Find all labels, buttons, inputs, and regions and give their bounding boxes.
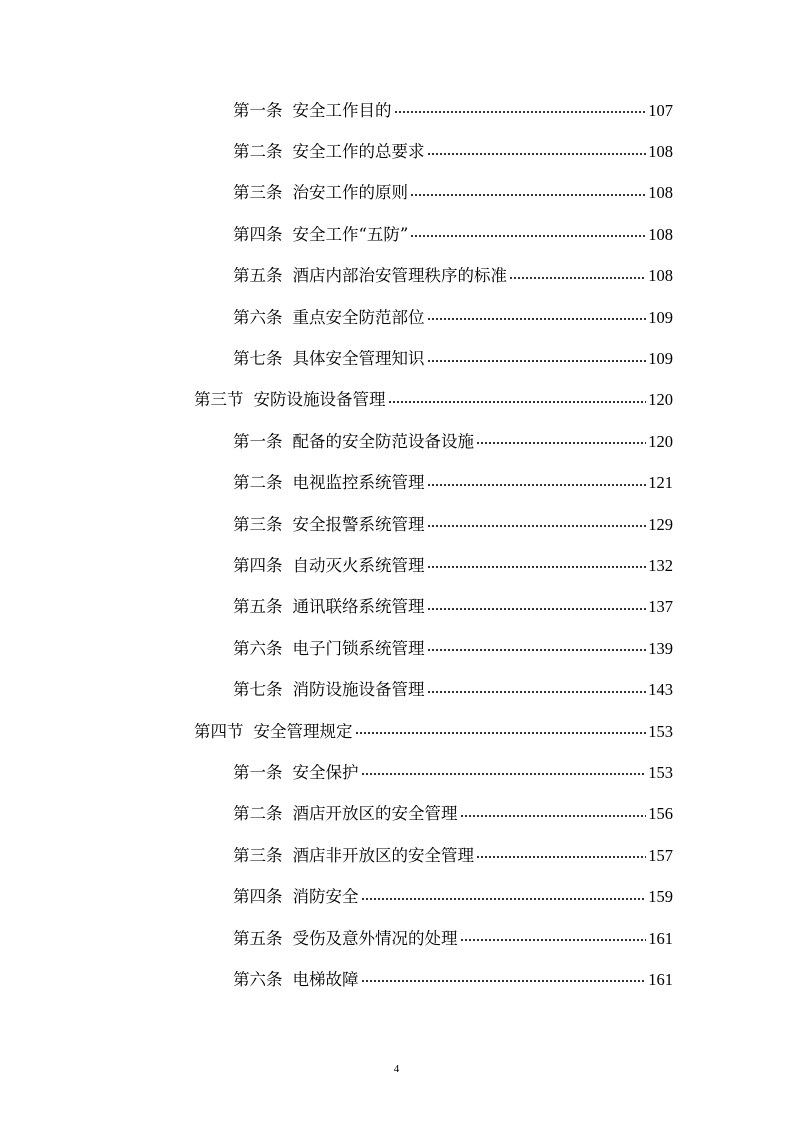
toc-entry-title: 电子门锁系统管理 xyxy=(292,638,425,658)
dot-leader xyxy=(427,639,647,656)
toc-entry-number: 第三节 xyxy=(194,390,244,410)
toc-article-entry[interactable] xyxy=(0,129,793,170)
toc-entry-title: 电视监控系统管理 xyxy=(292,473,425,493)
dot-leader xyxy=(355,722,647,739)
toc-entry-title: 安全工作的总要求 xyxy=(292,142,425,162)
toc-section-entry[interactable] xyxy=(0,378,793,419)
toc-entry-number: 第七条 xyxy=(233,680,283,700)
dot-leader xyxy=(388,391,647,408)
toc-entry-page-number: 121 xyxy=(648,473,673,493)
toc-article-entry[interactable] xyxy=(0,626,793,667)
toc-entry-number: 第五条 xyxy=(233,266,283,286)
toc-entry-page-number: 153 xyxy=(648,762,673,782)
toc-entry-number: 第四条 xyxy=(233,887,283,907)
toc-entry-line xyxy=(233,221,673,245)
dot-leader xyxy=(394,101,647,118)
toc-article-entry[interactable] xyxy=(0,750,793,791)
dot-leader xyxy=(460,929,647,946)
toc-article-entry[interactable] xyxy=(0,792,793,833)
toc-entry-line xyxy=(233,800,673,824)
dot-leader xyxy=(427,598,647,615)
toc-entry-number: 第四节 xyxy=(194,721,244,741)
toc-entry-number: 第四条 xyxy=(233,224,283,244)
toc-article-entry[interactable] xyxy=(0,957,793,998)
dot-leader xyxy=(460,805,647,822)
toc-entry-line xyxy=(233,883,673,907)
toc-entry-number: 第三条 xyxy=(233,845,283,865)
toc-entry-number: 第三条 xyxy=(233,514,283,534)
toc-entry-title: 安全工作“五防” xyxy=(292,224,409,244)
toc-article-entry[interactable] xyxy=(0,88,793,129)
dot-leader xyxy=(427,308,647,325)
toc-entry-number: 第二条 xyxy=(233,804,283,824)
toc-entry-line xyxy=(233,469,673,493)
toc-entry-line xyxy=(233,676,673,700)
toc-entry-title: 酒店非开放区的安全管理 xyxy=(292,845,474,865)
toc-entry-number: 第三条 xyxy=(233,183,283,203)
toc-entry-line xyxy=(233,635,673,659)
toc-entry-title: 消防设施设备管理 xyxy=(292,680,425,700)
toc-entry-number: 第四条 xyxy=(233,555,283,575)
dot-leader xyxy=(410,225,646,242)
dot-leader xyxy=(427,474,647,491)
dot-leader xyxy=(427,143,647,160)
toc-entry-number: 第二条 xyxy=(233,473,283,493)
dot-leader xyxy=(427,350,647,367)
dot-leader xyxy=(361,888,647,905)
dot-leader xyxy=(361,970,647,987)
toc-entry-page-number: 109 xyxy=(648,349,673,369)
toc-entry-title: 自动灭火系统管理 xyxy=(292,555,425,575)
table-of-contents xyxy=(0,88,793,999)
toc-entry-line xyxy=(233,345,673,369)
toc-entry-title: 安全管理规定 xyxy=(253,721,353,741)
toc-entry-number: 第二条 xyxy=(233,142,283,162)
toc-entry-line xyxy=(233,759,673,783)
dot-leader xyxy=(476,846,646,863)
toc-entry-line xyxy=(233,97,673,121)
toc-article-entry[interactable] xyxy=(0,254,793,295)
toc-section-entry[interactable] xyxy=(0,709,793,750)
toc-entry-number: 第六条 xyxy=(233,969,283,989)
toc-entry-title: 具体安全管理知识 xyxy=(292,349,425,369)
dot-leader xyxy=(427,515,647,532)
toc-entry-page-number: 108 xyxy=(648,266,673,286)
dot-leader xyxy=(509,267,646,284)
toc-entry-line xyxy=(233,966,673,990)
toc-article-entry[interactable] xyxy=(0,171,793,212)
toc-entry-page-number: 120 xyxy=(648,390,673,410)
toc-entry-page-number: 153 xyxy=(648,721,673,741)
toc-entry-line xyxy=(233,428,673,452)
toc-entry-number: 第五条 xyxy=(233,928,283,948)
toc-entry-page-number: 108 xyxy=(648,224,673,244)
toc-entry-title: 酒店内部治安管理秩序的标准 xyxy=(292,266,507,286)
toc-entry-number: 第六条 xyxy=(233,638,283,658)
toc-entry-number: 第一条 xyxy=(233,100,283,120)
toc-entry-title: 治安工作的原则 xyxy=(292,183,408,203)
dot-leader xyxy=(361,763,647,780)
page-number: 4 xyxy=(393,1063,400,1075)
toc-article-entry[interactable] xyxy=(0,916,793,957)
dot-leader xyxy=(476,432,646,449)
toc-entry-page-number: 137 xyxy=(648,597,673,617)
toc-entry-number: 第一条 xyxy=(233,762,283,782)
toc-entry-line xyxy=(233,842,673,866)
toc-article-entry[interactable] xyxy=(0,212,793,253)
toc-entry-line xyxy=(233,925,673,949)
toc-entry-title: 电梯故障 xyxy=(292,969,359,989)
toc-entry-title: 重点安全防范部位 xyxy=(292,307,425,327)
toc-article-entry[interactable] xyxy=(0,667,793,708)
toc-entry-page-number: 156 xyxy=(648,804,673,824)
toc-entry-page-number: 108 xyxy=(648,142,673,162)
toc-entry-page-number: 109 xyxy=(648,307,673,327)
toc-entry-title: 配备的安全防范设备设施 xyxy=(292,431,474,451)
toc-entry-line xyxy=(233,511,673,535)
toc-entry-page-number: 143 xyxy=(648,680,673,700)
toc-entry-line xyxy=(233,552,673,576)
toc-entry-page-number: 139 xyxy=(648,638,673,658)
toc-entry-number: 第五条 xyxy=(233,597,283,617)
toc-entry-line xyxy=(233,138,673,162)
toc-entry-title: 安全保护 xyxy=(292,762,359,782)
dot-leader xyxy=(427,556,647,573)
toc-article-entry[interactable] xyxy=(0,461,793,502)
toc-entry-line xyxy=(194,386,673,410)
toc-entry-title: 通讯联络系统管理 xyxy=(292,597,425,617)
toc-entry-line xyxy=(233,262,673,286)
toc-entry-number: 第六条 xyxy=(233,307,283,327)
dot-leader xyxy=(427,681,647,698)
toc-entry-title: 安全报警系统管理 xyxy=(292,514,425,534)
toc-entry-number: 第七条 xyxy=(233,349,283,369)
toc-entry-title: 消防安全 xyxy=(292,887,359,907)
toc-article-entry[interactable] xyxy=(0,419,793,460)
toc-entry-page-number: 132 xyxy=(648,555,673,575)
toc-article-entry[interactable] xyxy=(0,543,793,584)
toc-entry-line xyxy=(233,593,673,617)
toc-article-entry[interactable] xyxy=(0,874,793,915)
toc-entry-line xyxy=(233,304,673,328)
toc-entry-page-number: 108 xyxy=(648,183,673,203)
dot-leader xyxy=(410,184,646,201)
toc-entry-title: 受伤及意外情况的处理 xyxy=(292,928,458,948)
toc-article-entry[interactable] xyxy=(0,585,793,626)
toc-entry-line xyxy=(194,718,673,742)
toc-article-entry[interactable] xyxy=(0,336,793,377)
toc-entry-title: 酒店开放区的安全管理 xyxy=(292,804,458,824)
toc-entry-line xyxy=(233,179,673,203)
toc-entry-page-number: 157 xyxy=(648,845,673,865)
toc-entry-page-number: 161 xyxy=(648,928,673,948)
toc-article-entry[interactable] xyxy=(0,502,793,543)
toc-entry-title: 安防设施设备管理 xyxy=(253,390,386,410)
toc-entry-number: 第一条 xyxy=(233,431,283,451)
toc-entry-page-number: 159 xyxy=(648,887,673,907)
toc-article-entry[interactable] xyxy=(0,833,793,874)
toc-entry-page-number: 161 xyxy=(648,969,673,989)
toc-article-entry[interactable] xyxy=(0,295,793,336)
toc-entry-page-number: 107 xyxy=(648,100,673,120)
toc-entry-title: 安全工作目的 xyxy=(292,100,392,120)
toc-entry-page-number: 120 xyxy=(648,431,673,451)
toc-entry-page-number: 129 xyxy=(648,514,673,534)
